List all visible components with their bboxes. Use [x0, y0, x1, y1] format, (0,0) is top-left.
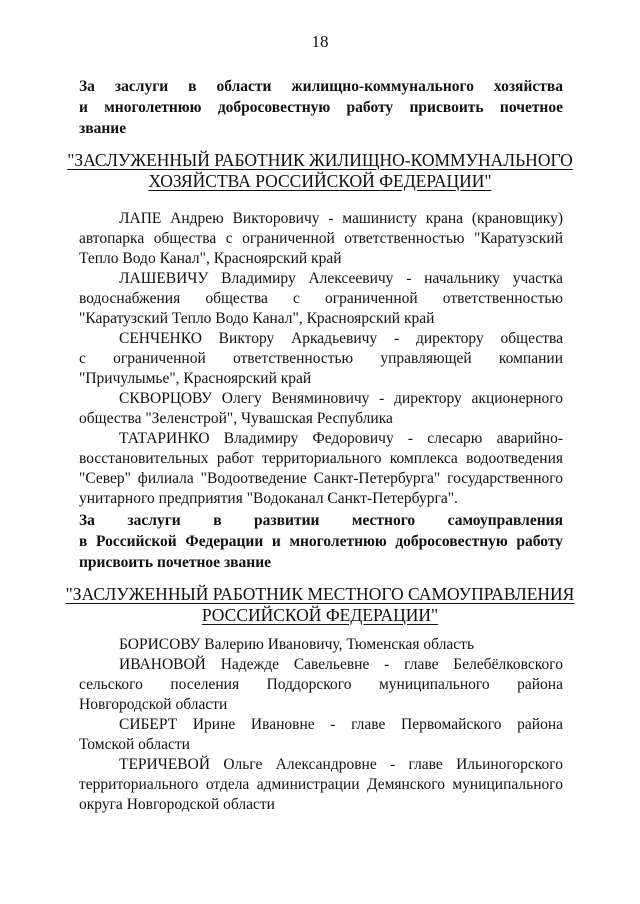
section1-intro — [79, 76, 563, 139]
entry-line: "Каратузский Тепло Водо Канал", Красноярский край — [79, 310, 435, 327]
intro-line: и многолетнюю добросовестную работу присвоить почетное — [79, 99, 563, 116]
entry-line: округа Новгородской области — [79, 796, 275, 813]
intro-line: звание — [79, 120, 127, 137]
entry-line: ЛАШЕВИЧУ Владимиру Алексеевичу - начальнику участка — [119, 270, 563, 287]
section2-title — [60, 584, 580, 626]
entry-line: Томской области — [79, 736, 190, 753]
intro-line: в Российской Федерации и многолетнюю добросовестную работу — [79, 533, 563, 550]
section2-entries — [79, 635, 563, 815]
intro-line: присвоить почетное звание — [79, 554, 272, 571]
entry-line: общества "Зеленстрой", Чувашская Республика — [79, 410, 393, 427]
page-number: 18 — [311, 32, 329, 51]
title-line: "ЗАСЛУЖЕННЫЙ РАБОТНИК МЕСТНОГО САМОУПРАВЛЕНИЯ — [65, 584, 575, 604]
award-entry — [79, 635, 563, 655]
section1-title — [60, 150, 580, 192]
entry-line: территориального отдела администрации Демянского муниципального — [79, 776, 563, 793]
entry-line: "Север" филиала "Водоотведение Санкт-Петербурга" государственного — [79, 470, 563, 487]
award-entry — [79, 329, 563, 389]
entry-line: СКВОРЦОВУ Олегу Веняминовичу - директору акционерного — [119, 390, 563, 407]
entry-line: БОРИСОВУ Валерию Ивановичу, Тюменская область — [119, 636, 475, 653]
entry-line: Тепло Водо Канал", Красноярский край — [79, 250, 342, 267]
entry-line: ИВАНОВОЙ Надежде Савельевне - главе Белебёлковского — [119, 656, 563, 673]
entry-line: ТЕРИЧЕВОЙ Ольге Александровне - главе Ильиногорского — [119, 756, 563, 773]
award-entry — [79, 269, 563, 329]
title-line: ХОЗЯЙСТВА РОССИЙСКОЙ ФЕДЕРАЦИИ" — [148, 171, 492, 191]
entry-line: СИБЕРТ Ирине Ивановне - главе Первомайского района — [119, 716, 563, 733]
title-line: РОССИЙСКОЙ ФЕДЕРАЦИИ" — [201, 605, 439, 625]
entry-line: унитарного предприятия "Водоканал Санкт-Петербурга". — [79, 490, 458, 507]
entry-line: Новгородской области — [79, 696, 228, 713]
award-entry — [79, 429, 563, 509]
section1-entries — [79, 209, 563, 509]
entry-line: водоснабжения общества с ограниченной ответственностью — [79, 290, 563, 307]
entry-line: с ограниченной ответственностью управляющей компании — [79, 350, 563, 367]
entry-line: автопарка общества с ограниченной ответственностью "Каратузский — [79, 230, 563, 247]
section2-intro — [79, 510, 563, 573]
entry-line: "Причулымье", Красноярский край — [79, 370, 312, 387]
entry-line: ЛАПЕ Андрею Викторовичу - машинисту крана (крановщику) — [119, 210, 563, 227]
entry-line: восстановительных работ территориального комплекса водоотведения — [79, 450, 563, 467]
award-entry — [79, 655, 563, 715]
award-entry — [79, 715, 563, 755]
intro-line: За заслуги в области жилищно-коммунального хозяйства — [79, 78, 563, 95]
entry-line: СЕНЧЕНКО Виктору Аркадьевичу - директору общества — [119, 330, 563, 347]
title-line: "ЗАСЛУЖЕННЫЙ РАБОТНИК ЖИЛИЩНО-КОММУНАЛЬНОГО — [67, 150, 573, 170]
intro-line: За заслуги в развитии местного самоуправления — [79, 512, 563, 529]
entry-line: ТАТАРИНКО Владимиру Федоровичу - слесарю аварийно- — [119, 430, 563, 447]
entry-line: сельского поселения Поддорского муниципального района — [79, 676, 563, 693]
award-entry — [79, 389, 563, 429]
award-entry — [79, 755, 563, 815]
award-entry — [79, 209, 563, 269]
